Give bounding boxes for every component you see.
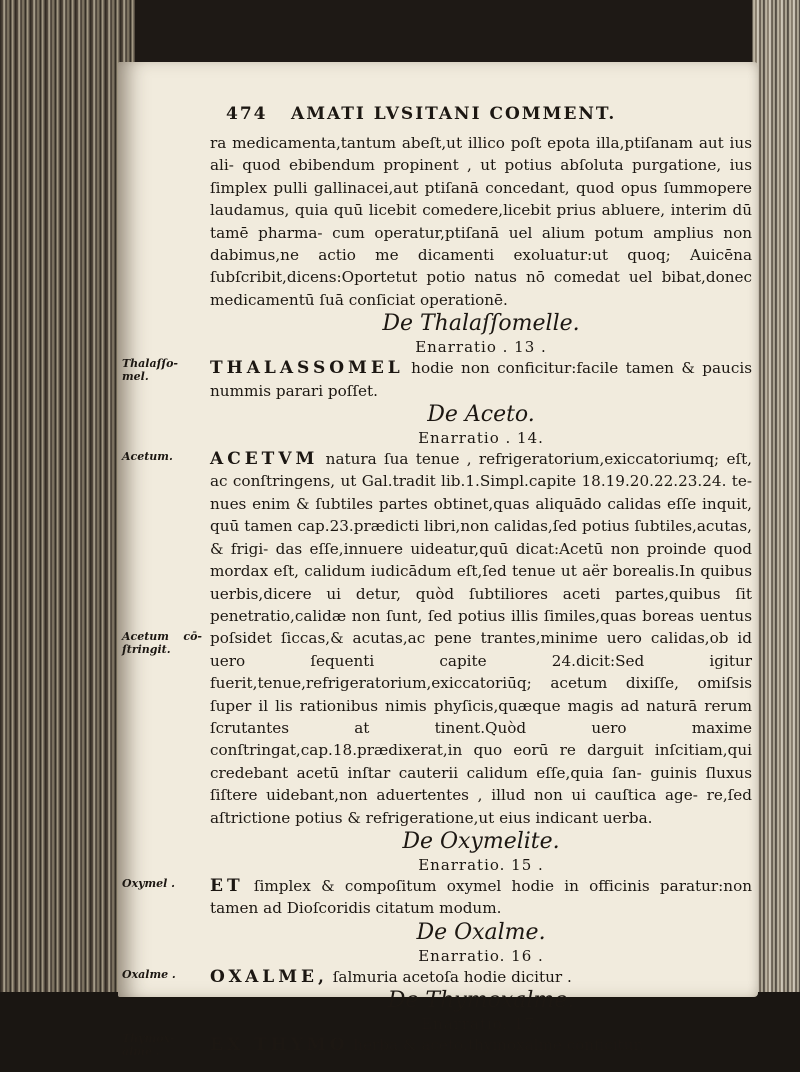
section-text: ſimplex & compoſitum oxymel hodie in officinis paratur:non tamen ad Dioſcoridis citatum modum. [210,876,752,918]
section-paragraph [210,1034,752,1056]
margin-note: Acetum. [122,450,173,464]
margin-note-2: Acetum cō- ſtringit. [122,630,202,657]
intro-paragraph: ra medicamenta,tantum abeſt,ut illico poſt epota illa,ptiſanam aut ius ali- quod ebibendum propinent , ut potius abſoluta purgatione, ius ſimplex pulli gallinacei,aut ptiſanā concedant, quod opus ſummopere laudamus, quia quū licebit comedere,licebit prius abluere, interim dū tamē pharma- cum operatur,ptiſanā uel alium potum amplius non dabimus,ne actio me dicamenti exoluatur:ut quoq; Auicēna ſubſcribit,dicens:Oportetut potio natus nō comedat uel bibat,donec medicamentū ſuā conſiciat operationē. [210,134,752,309]
section-paragraph [210,357,752,402]
enarratio-label: Enarratio. 15 . [418,855,544,874]
section-title: De Oxalme. [416,919,546,945]
section-title: De Thalaſſomelle. [382,311,580,337]
section-title: De Thymoxalme. [387,988,575,1014]
section-text: natura ſua tenue , refrigeratorium,exiccatoriumq; eſt, ac conſtringens, ut Gal.tradit lib.1.Simpl.capite 18.19.20.22.23.24. te- nues enim & ſubtiles partes obtinet,quas aliquādo calidas eſſe inquit, quū tamen cap.23.prædicti libri,non calidas,ſed potius ſubtiles,acutas, & frigi- das eſſe,innuere uideatur,quū dicat:Acetū non proinde quod mordax eſt, calidum iudicādum eſt,ſed tenue ut aër borealis.In quibus uerbis,dicere ui detur, quòd ſubtiliores aceti partes,quibus ſit penetratio,calidæ non ſunt, ſed potius illis ſimiles,quas boreas uentus poſsidet ſiccas,& acutas,ac pene trantes,minime uero calidas,ob id uero ſequenti capite 24.dicit:Sed igitur fuerit,tenue,refrigeratorium,exiccatoriūq; acetum dixiſſe, omiſsis ſuper il lis rationibus nimis phyſicis,quæque magis ad naturā rerum ſcrutantes at tinent.Quòd uero maxime conſtringat,cap.18.prædixerat,in quo eorū re darguit inſcitiam,qui credebant acetū inſtar cauterii calidum eſſe,quia ſan- guinis ſluxus ſiſtere uidebant,non aduertentes , illud non ui cauſtica age- re,ſed aſtrictione potius & refrigeratione,ut eius indicant uerba. [210,450,753,827]
text-block [122,132,753,1059]
lead-word: EX THYMO [210,1035,349,1056]
running-title: AMATI LVSITANI COMMENT. [291,104,617,124]
section-thymoxalme [122,988,752,1059]
section-text: hodie non conficitur:facile tamen & paucis nummis parari poſſet. [210,359,752,400]
section-thalassomel [122,311,752,402]
enarratio-label: Enarratio. 16 . [418,946,544,965]
enarratio-label: Enarratio . 13 . [415,338,547,357]
section-title: De Oxymelite. [402,828,560,854]
margin-note: Oxymel . [122,876,176,890]
section-text: ſalmuria acetoſa hodie dicitur . [332,967,572,986]
section-title: De Aceto. [427,402,535,428]
section-paragraph [210,966,752,988]
section-paragraph [210,448,752,829]
book-page [118,62,758,1059]
page-edges [752,0,800,1072]
section-text: herba & aceto,thymoxalme conficitur. [353,1036,644,1055]
section-acetum [122,402,753,829]
section-paragraph [210,875,752,920]
lead-word: ACETVM [210,449,319,470]
page-number: 474 [226,104,268,124]
running-header [226,104,766,124]
enarratio-label: Enarratio. 17. [421,1015,541,1034]
lead-word: ET [210,875,244,896]
section-oxymel [122,828,752,920]
lead-word: OXALME, [210,966,328,987]
margin-note: Thalaſſo- mel. [122,357,178,384]
margin-note: Oxalme . [122,967,176,981]
book-binding-gutter [0,0,135,1072]
lead-word: THALASSOMEL [210,358,404,379]
margin-note: Thymox- alme . [122,1032,175,1059]
page-content [118,62,758,1059]
enarratio-label: Enarratio . 14. [418,429,544,448]
section-oxalme [122,919,752,988]
